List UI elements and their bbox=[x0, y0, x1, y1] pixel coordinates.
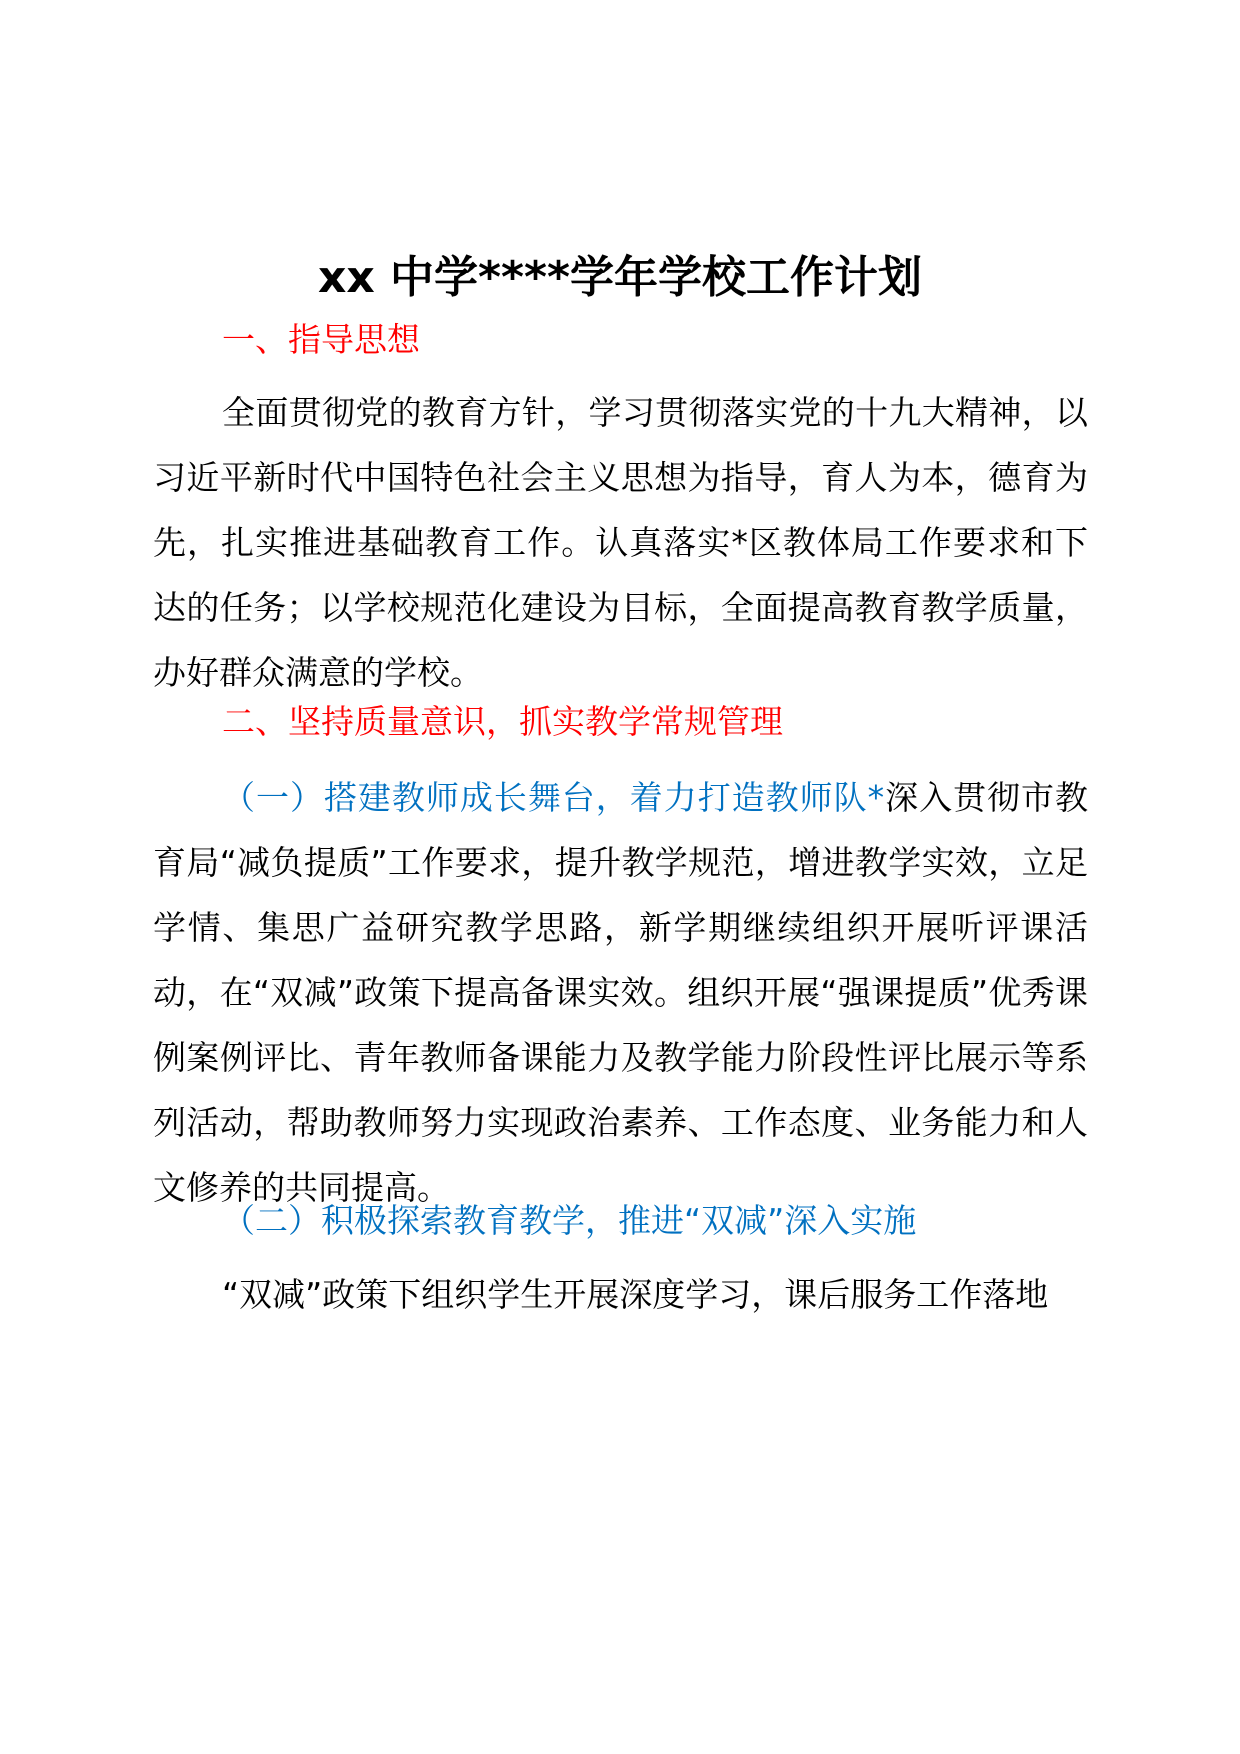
double-reduction-paragraph: “双减”政策下组织学生开展深度学习，课后服务工作落地 bbox=[222, 1275, 1049, 1314]
subsection-heading-double-reduction: （二）积极探索教育教学，推进“双减”深入实施 bbox=[222, 1201, 917, 1240]
guiding-ideology-paragraph: 全面贯彻党的教育方针，学习贯彻落实党的十九大精神，以习近平新时代中国特色社会主义思想为指导，育人为本，德育为先，扎实推进基础教育工作。认真落实*区教体局工作要求和下达的任务；以学校规范化建设为目标，全面提高教育教学质量，办好群众满意的学校。 bbox=[153, 393, 1088, 692]
teacher-growth-paragraph bbox=[153, 765, 1088, 1220]
subsection-heading-teacher-growth: （一）搭建教师成长舞台，着力打造教师队* bbox=[222, 778, 885, 817]
document-title: xx 中学****学年学校工作计划 bbox=[317, 252, 923, 303]
section-heading-quality-awareness: 二、坚持质量意识，抓实教学常规管理 bbox=[222, 702, 783, 741]
section-heading-guiding-ideology: 一、指导思想 bbox=[222, 320, 420, 359]
teacher-growth-text: 深入贯彻市教育局“减负提质”工作要求，提升教学规范，增进教学实效，立足学情、集思广益研究教学思路，新学期继续组织开展听评课活动，在“双减”政策下提高备课实效。组织开展“强课提质”优秀课例案例评比、青年教师备课能力及教学能力阶段性评比展示等系列活动，帮助教师努力实现政治素养、工作态度、业务能力和人文修养的共同提高。 bbox=[153, 778, 1089, 1207]
